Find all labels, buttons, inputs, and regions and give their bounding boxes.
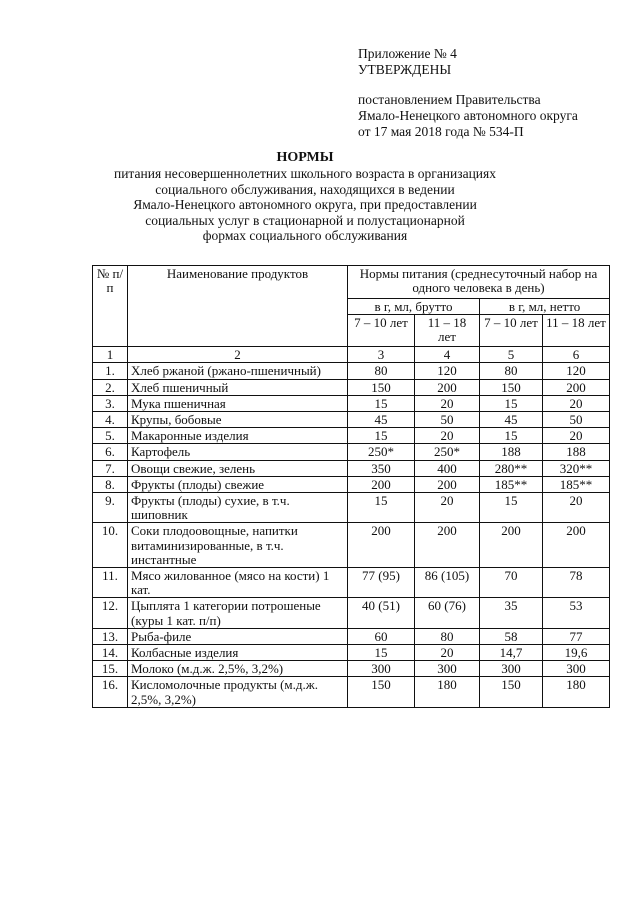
row-number: 2. (93, 379, 128, 395)
net-7-10-value: 280** (480, 460, 543, 476)
row-number: 9. (93, 493, 128, 523)
net-7-10-value: 185** (480, 476, 543, 492)
row-number: 16. (93, 677, 128, 707)
row-number: 10. (93, 523, 128, 568)
table-row (93, 645, 610, 661)
gross-11-18-value: 180 (415, 677, 480, 707)
gross-7-10-value: 45 (348, 412, 415, 428)
table-row (93, 460, 610, 476)
column-number: 3 (348, 347, 415, 363)
gross-7-10-value: 15 (348, 645, 415, 661)
table-row (93, 628, 610, 644)
row-number: 14. (93, 645, 128, 661)
gross-11-18-value: 200 (415, 379, 480, 395)
product-name: Соки плодоовощные, напитки витаминизированные, в т.ч. инстантные (128, 523, 348, 568)
gross-7-10-value: 80 (348, 363, 415, 379)
net-7-10-value: 58 (480, 628, 543, 644)
product-name: Хлеб пшеничный (128, 379, 348, 395)
product-name: Хлеб ржаной (ржано-пшеничный) (128, 363, 348, 379)
net-11-18-value: 50 (543, 412, 610, 428)
subtitle-line: питания несовершеннолетних школьного возраста в организациях (113, 166, 496, 182)
norms-table (92, 265, 610, 708)
gross-11-18-value: 86 (105) (415, 568, 480, 598)
net-11-18-value: 53 (543, 598, 610, 628)
net-7-10-value: 15 (480, 395, 543, 411)
subtitle-line: формах социального обслуживания (202, 228, 408, 244)
appendix-block (358, 46, 628, 140)
net-7-10-value: 70 (480, 568, 543, 598)
net-11-18-value: 300 (543, 661, 610, 677)
table-row (93, 677, 610, 707)
header-age-net-11-18: 11 – 18 лет (543, 315, 610, 347)
column-number: 6 (543, 347, 610, 363)
net-11-18-value: 185** (543, 476, 610, 492)
row-number: 15. (93, 661, 128, 677)
gross-7-10-value: 15 (348, 395, 415, 411)
column-number: 5 (480, 347, 543, 363)
gross-11-18-value: 60 (76) (415, 598, 480, 628)
product-name: Крупы, бобовые (128, 412, 348, 428)
header-product-name: Наименование продуктов (128, 266, 348, 347)
product-name: Рыба-филе (128, 628, 348, 644)
gross-11-18-value: 80 (415, 628, 480, 644)
table-row (93, 523, 610, 568)
resolution-line: постановлением Правительства (358, 92, 541, 107)
appendix-number: Приложение № 4 (358, 46, 457, 61)
product-name: Овощи свежие, зелень (128, 460, 348, 476)
gross-7-10-value: 200 (348, 523, 415, 568)
product-name: Мука пшеничная (128, 395, 348, 411)
product-name: Кисломолочные продукты (м.д.ж. 2,5%, 3,2%) (128, 677, 348, 707)
header-age-gross-7-10: 7 – 10 лет (348, 315, 415, 347)
header-age-gross-11-18: 11 – 18 лет (415, 315, 480, 347)
gross-7-10-value: 300 (348, 661, 415, 677)
gross-11-18-value: 120 (415, 363, 480, 379)
net-11-18-value: 20 (543, 493, 610, 523)
net-7-10-value: 150 (480, 379, 543, 395)
table-row (93, 428, 610, 444)
product-name: Фрукты (плоды) сухие, в т.ч. шиповник (128, 493, 348, 523)
net-11-18-value: 20 (543, 395, 610, 411)
gross-11-18-value: 200 (415, 523, 480, 568)
document-heading (90, 150, 520, 243)
approved-label: УТВЕРЖДЕНЫ (358, 62, 452, 77)
row-number: 5. (93, 428, 128, 444)
product-name: Колбасные изделия (128, 645, 348, 661)
gross-7-10-value: 15 (348, 428, 415, 444)
gross-7-10-value: 250* (348, 444, 415, 460)
row-number: 7. (93, 460, 128, 476)
net-11-18-value: 78 (543, 568, 610, 598)
gross-11-18-value: 50 (415, 412, 480, 428)
table-row (93, 476, 610, 492)
product-name: Мясо жилованное (мясо на кости) 1 кат. (128, 568, 348, 598)
gross-7-10-value: 350 (348, 460, 415, 476)
net-7-10-value: 300 (480, 661, 543, 677)
gross-7-10-value: 60 (348, 628, 415, 644)
net-11-18-value: 188 (543, 444, 610, 460)
net-11-18-value: 20 (543, 428, 610, 444)
product-name: Макаронные изделия (128, 428, 348, 444)
table-row (93, 363, 610, 379)
net-7-10-value: 188 (480, 444, 543, 460)
gross-11-18-value: 250* (415, 444, 480, 460)
subtitle-line: социальных услуг в стационарной и полустационарной (145, 212, 465, 228)
subtitle-line: социального обслуживания, находящихся в ведении (155, 181, 455, 197)
product-name: Фрукты (плоды) свежие (128, 476, 348, 492)
gross-11-18-value: 300 (415, 661, 480, 677)
row-number: 8. (93, 476, 128, 492)
subtitle-line: Ямало-Ненецкого автономного округа, при предоставлении (133, 197, 477, 213)
gross-11-18-value: 400 (415, 460, 480, 476)
column-number: 1 (93, 347, 128, 363)
gross-7-10-value: 200 (348, 476, 415, 492)
net-7-10-value: 80 (480, 363, 543, 379)
gross-11-18-value: 20 (415, 428, 480, 444)
net-7-10-value: 150 (480, 677, 543, 707)
product-name: Цыплята 1 категории потрошеные (куры 1 кат. п/п) (128, 598, 348, 628)
header-age-net-7-10: 7 – 10 лет (480, 315, 543, 347)
header-net: в г, мл, нетто (480, 299, 610, 315)
net-7-10-value: 14,7 (480, 645, 543, 661)
table-row (93, 493, 610, 523)
document-title: НОРМЫ (276, 150, 334, 165)
column-number: 2 (128, 347, 348, 363)
row-number: 12. (93, 598, 128, 628)
gross-11-18-value: 200 (415, 476, 480, 492)
net-7-10-value: 15 (480, 428, 543, 444)
table-row (93, 444, 610, 460)
product-name: Картофель (128, 444, 348, 460)
net-11-18-value: 200 (543, 379, 610, 395)
table-row (93, 598, 610, 628)
net-7-10-value: 200 (480, 523, 543, 568)
government-line: Ямало-Ненецкого автономного округа (358, 108, 578, 123)
net-11-18-value: 200 (543, 523, 610, 568)
product-name: Молоко (м.д.ж. 2,5%, 3,2%) (128, 661, 348, 677)
net-7-10-value: 35 (480, 598, 543, 628)
column-number: 4 (415, 347, 480, 363)
net-11-18-value: 320** (543, 460, 610, 476)
gross-7-10-value: 150 (348, 379, 415, 395)
net-11-18-value: 19,6 (543, 645, 610, 661)
table-row (93, 412, 610, 428)
net-11-18-value: 77 (543, 628, 610, 644)
net-7-10-value: 15 (480, 493, 543, 523)
row-number: 6. (93, 444, 128, 460)
gross-7-10-value: 77 (95) (348, 568, 415, 598)
gross-7-10-value: 150 (348, 677, 415, 707)
row-number: 4. (93, 412, 128, 428)
row-number: 1. (93, 363, 128, 379)
gross-11-18-value: 20 (415, 645, 480, 661)
header-gross: в г, мл, брутто (348, 299, 480, 315)
header-norms: Нормы питания (среднесуточный набор на одного человека в день) (348, 266, 610, 299)
gross-7-10-value: 40 (51) (348, 598, 415, 628)
row-number: 3. (93, 395, 128, 411)
table-row (93, 568, 610, 598)
gross-11-18-value: 20 (415, 395, 480, 411)
net-7-10-value: 45 (480, 412, 543, 428)
net-11-18-value: 180 (543, 677, 610, 707)
resolution-date: от 17 мая 2018 года № 534-П (358, 124, 524, 139)
net-11-18-value: 120 (543, 363, 610, 379)
gross-11-18-value: 20 (415, 493, 480, 523)
table-row (93, 661, 610, 677)
gross-7-10-value: 15 (348, 493, 415, 523)
row-number: 11. (93, 568, 128, 598)
header-number: № п/п (93, 266, 128, 347)
row-number: 13. (93, 628, 128, 644)
column-number-row (93, 347, 610, 363)
table-row (93, 395, 610, 411)
table-row (93, 379, 610, 395)
